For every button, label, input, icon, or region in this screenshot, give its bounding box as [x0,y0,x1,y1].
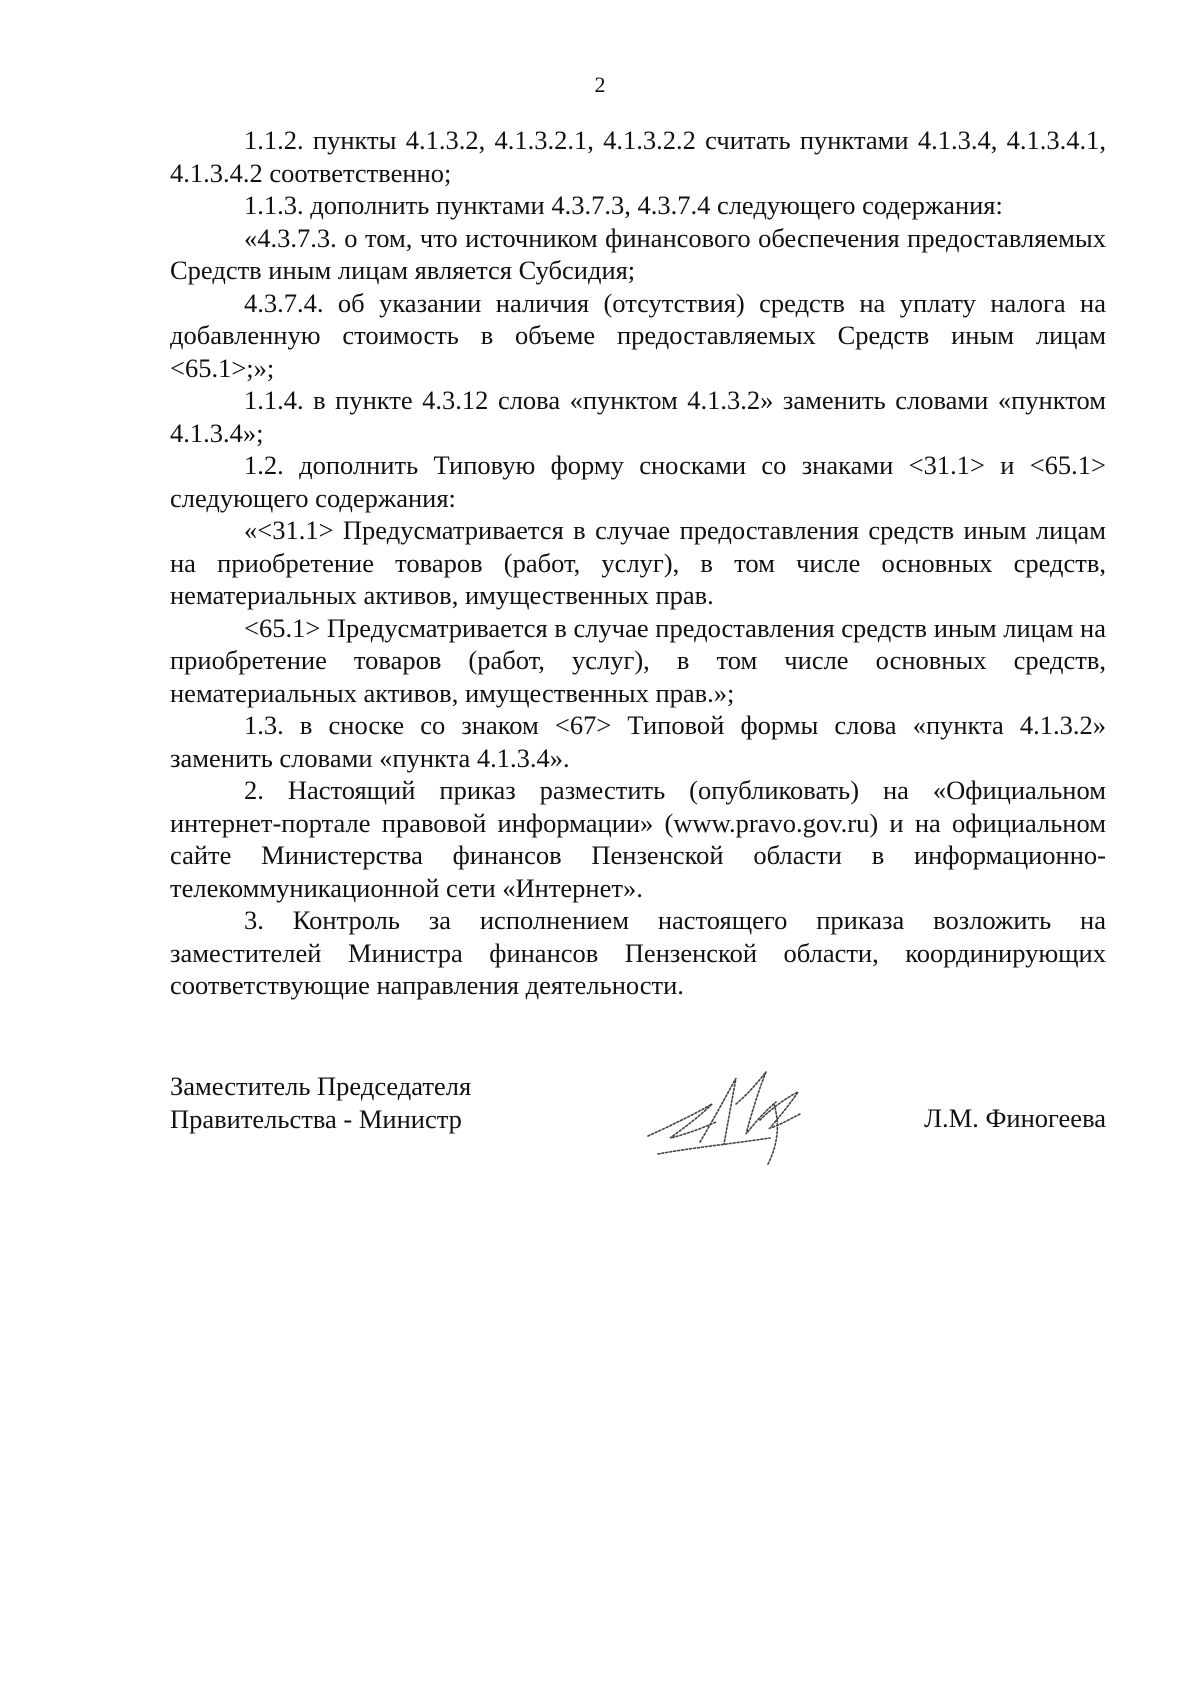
paragraph-1-2: 1.2. дополнить Типовую форму сносками со знаками <31.1> и <65.1> следующего содержания: [170,450,1106,513]
paragraph-1-1-3: 1.1.3. дополнить пунктами 4.3.7.3, 4.3.7.4 следующего содержания: [244,190,1003,220]
signatory-name: Л.М. Финогеева [924,1103,1106,1133]
paragraph-4-3-7-3: «4.3.7.3. о том, что источником финансового обеспечения предоставляемых Средств иным лицам является Субсидия; [170,222,1106,285]
paragraph-3: 3. Контроль за исполнением настоящего приказа возложить на заместителей Министра финансов Пензенской области, координирующих соответствующие направления деятельности. [170,905,1106,1000]
paragraph-2: 2. Настоящий приказ разместить (опубликовать) на «Официальном интернет-портале правовой информации» (www.pravo.gov.ru) и на официальном сайте Министерства финансов Пензенской области в информационно-телекоммуникационной сети «Интернет». [170,775,1106,903]
signature-block [170,1070,1106,1200]
paragraph-4-3-7-4: 4.3.7.4. об указании наличия (отсутствия) средств на уплату налога на добавленную стоимость в объеме предоставляемых Средств иным лицам <65.1>;»; [170,287,1106,383]
paragraph-footnote-31-1: «<31.1> Предусматривается в случае предоставления средств иным лицам на приобретение товаров (работ, услуг), в том числе основных средств, нематериальных активов, имущественных прав. [170,515,1106,610]
page-number: 2 [594,72,606,97]
paragraph-1-1-2: 1.1.2. пункты 4.1.3.2, 4.1.3.2.1, 4.1.3.2.2 считать пунктами 4.1.3.4, 4.1.3.4.1, 4.1.3.4.2 соответственно; [170,125,1106,188]
paragraph-1-3: 1.3. в сноске со знаком <67> Типовой формы слова «пункта 4.1.3.2» заменить словами «пункта 4.1.3.4». [170,710,1106,773]
handwritten-signature [640,1064,810,1174]
document-body [170,124,1106,1002]
signatory-position-line-1: Заместитель Председателя [170,1071,472,1101]
signatory-position-line-2: Правительства - Министр [170,1103,462,1134]
signatory-position [170,1070,590,1135]
paragraph-footnote-65-1: <65.1> Предусматривается в случае предоставления средств иным лицам на приобретение товаров (работ, услуг), в том числе основных средств, нематериальных активов, имущественных прав.»; [170,612,1106,708]
paragraph-1-1-4: 1.1.4. в пункте 4.3.12 слова «пунктом 4.1.3.2» заменить словами «пунктом 4.1.3.4»; [170,385,1106,448]
